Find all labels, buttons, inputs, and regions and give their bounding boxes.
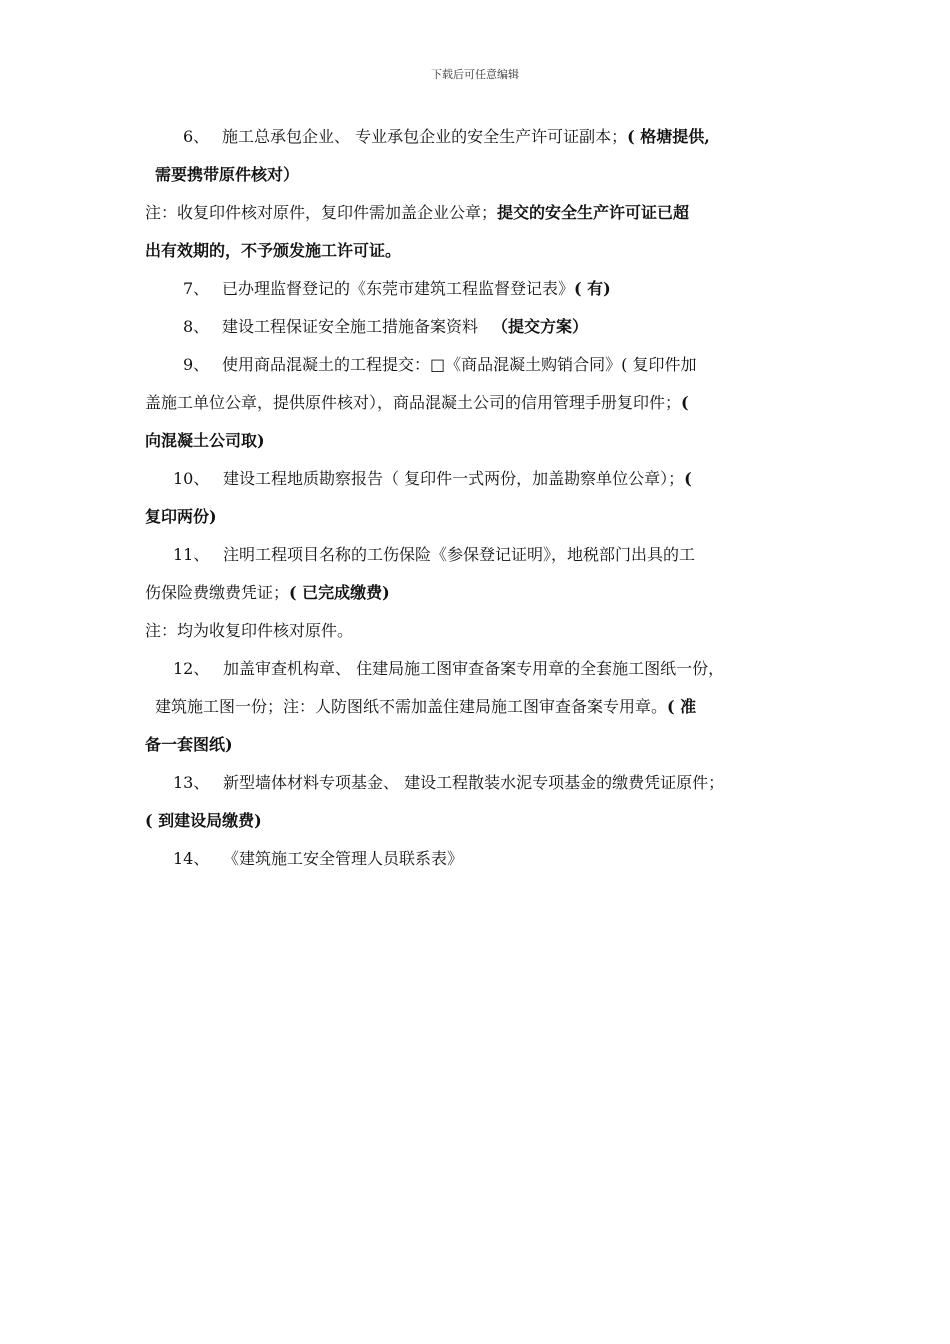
item-11-remark-b: ( 已完成缴费) bbox=[289, 583, 390, 602]
item-8-remark: （提交方案） bbox=[492, 317, 589, 336]
item-8 bbox=[145, 314, 815, 352]
item-11-line-1 bbox=[145, 542, 815, 580]
item-14 bbox=[145, 846, 815, 884]
item-9-number: 9、 bbox=[183, 355, 210, 374]
item-6-text: 施工总承包企业、 专业承包企业的安全生产许可证副本； bbox=[222, 127, 628, 146]
item-12-line-3 bbox=[145, 732, 815, 770]
item-9-remark-b: ( bbox=[681, 393, 689, 412]
item-12-remark-b: ( 准 bbox=[667, 697, 697, 716]
page-header: 下载后可任意编辑 bbox=[431, 68, 519, 81]
item-9-text-a: 使用商品混凝土的工程提交：□《商品混凝土购销合同》( 复印件加 bbox=[222, 355, 697, 374]
note-1-bold-a: 提交的安全生产许可证已超 bbox=[497, 203, 690, 222]
item-12-remark-c: 备一套图纸) bbox=[145, 735, 233, 754]
item-6-remark-b: 需要携带原件核对） bbox=[155, 165, 300, 184]
note-1-line-2 bbox=[145, 238, 815, 276]
item-7-number: 7、 bbox=[183, 279, 210, 298]
item-10-number: 10、 bbox=[173, 469, 210, 488]
note-1-line-1 bbox=[145, 200, 815, 238]
item-13-text: 新型墙体材料专项基金、 建设工程散装水泥专项基金的缴费凭证原件； bbox=[223, 773, 725, 792]
item-13-line-1 bbox=[145, 770, 815, 808]
item-13-remark: ( 到建设局缴费) bbox=[145, 811, 262, 830]
item-10-remark-b: 复印两份) bbox=[145, 507, 217, 526]
item-12-text-b: 建筑施工图一份；注：人防图纸不需加盖住建局施工图审查备案专用章。 bbox=[155, 697, 668, 716]
item-6-line-2 bbox=[145, 162, 815, 200]
item-11-line-2 bbox=[145, 580, 815, 618]
item-9-text-b: 盖施工单位公章，提供原件核对），商品混凝土公司的信用管理手册复印件； bbox=[145, 393, 682, 412]
item-12-line-2 bbox=[145, 694, 815, 732]
item-13-line-2 bbox=[145, 808, 815, 846]
item-10-line-1 bbox=[145, 466, 815, 504]
item-9-line-3 bbox=[145, 428, 815, 466]
item-14-number: 14、 bbox=[173, 849, 210, 868]
item-10-text: 建设工程地质勘察报告（ 复印件一式两份，加盖勘察单位公章）； bbox=[223, 469, 685, 488]
item-13-number: 13、 bbox=[173, 773, 210, 792]
item-14-text: 《建筑施工安全管理人员联系表》 bbox=[223, 849, 464, 868]
item-9-remark-c: 向混凝土公司取) bbox=[145, 431, 265, 450]
item-11-text-b: 伤保险费缴费凭证； bbox=[145, 583, 290, 602]
item-9-line-2 bbox=[145, 390, 815, 428]
note-2 bbox=[145, 618, 815, 656]
item-12-text-a: 加盖审查机构章、 住建局施工图审查备案专用章的全套施工图纸一份， bbox=[223, 659, 725, 678]
note-1-text: 注：收复印件核对原件，复印件需加盖企业公章； bbox=[145, 203, 498, 222]
note-1-bold-b: 出有效期的，不予颁发施工许可证。 bbox=[145, 241, 402, 260]
item-6-line-1 bbox=[145, 124, 815, 162]
item-11-number: 11、 bbox=[173, 545, 210, 564]
item-7 bbox=[145, 276, 815, 314]
item-8-number: 8、 bbox=[183, 317, 210, 336]
item-12-number: 12、 bbox=[173, 659, 210, 678]
item-10-remark-a: ( bbox=[684, 469, 692, 488]
item-9-line-1 bbox=[145, 352, 815, 390]
document-body bbox=[145, 124, 815, 884]
item-10-line-2 bbox=[145, 504, 815, 542]
item-8-text: 建设工程保证安全施工措施备案资料 bbox=[222, 317, 479, 336]
item-7-text: 已办理监督登记的《东莞市建筑工程监督登记表》 bbox=[222, 279, 575, 298]
item-6-remark-a: ( 格塘提供, bbox=[627, 127, 710, 146]
item-7-remark: ( 有) bbox=[574, 279, 611, 298]
item-11-text-a: 注明工程项目名称的工伤保险《参保登记证明》，地税部门出具的工 bbox=[223, 545, 696, 564]
item-6-number: 6、 bbox=[183, 127, 210, 146]
note-2-text: 注：均为收复印件核对原件。 bbox=[145, 621, 354, 640]
item-12-line-1 bbox=[145, 656, 815, 694]
